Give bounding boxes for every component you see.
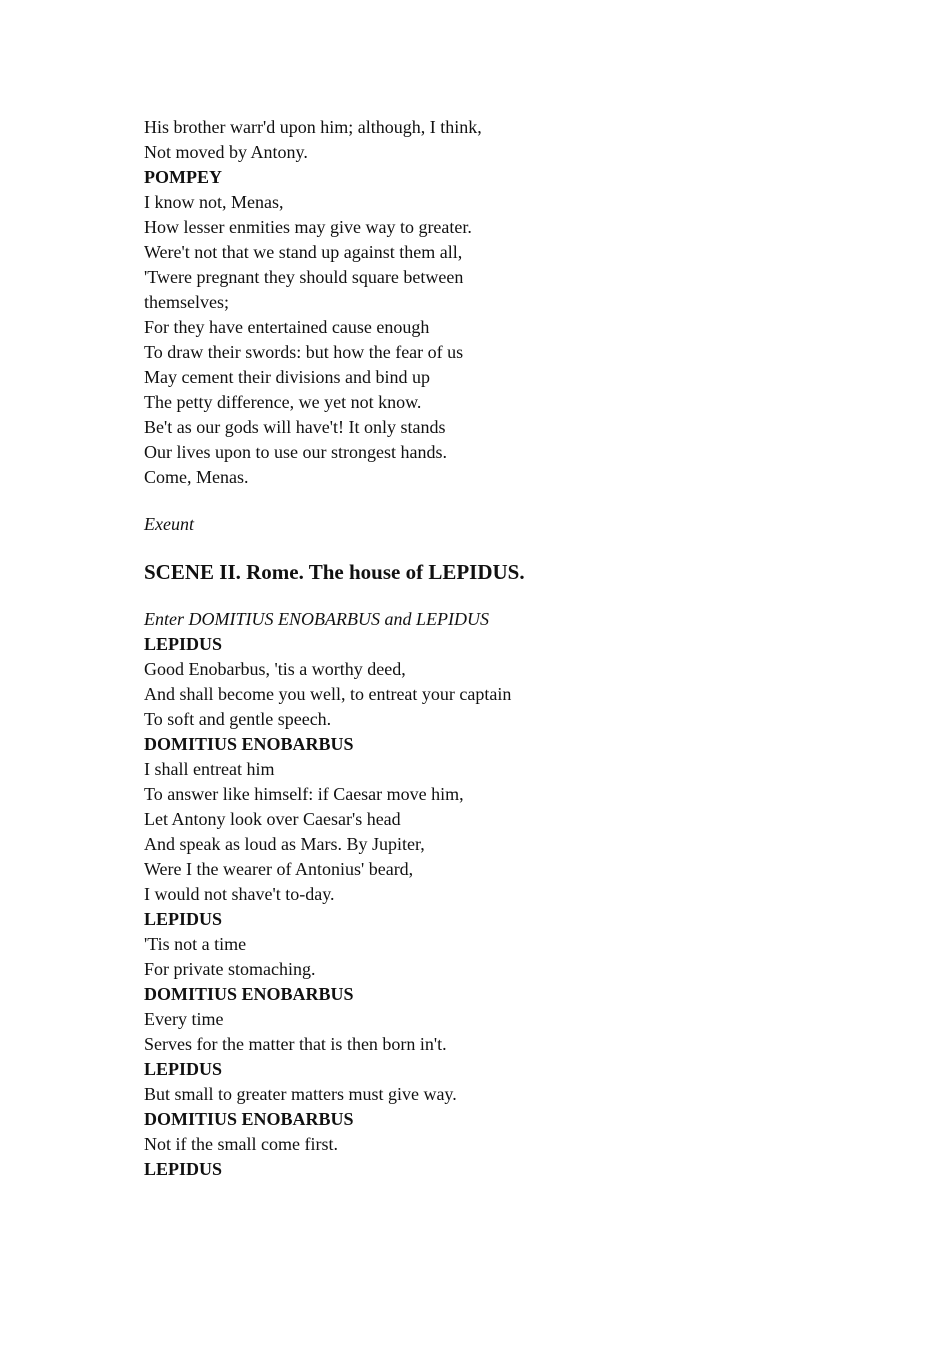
speaker-name: DOMITIUS ENOBARBUS	[144, 1109, 354, 1129]
verse-line: 'Tis not a time	[144, 934, 247, 954]
verse-line: 'Twere pregnant they should square between	[144, 267, 464, 287]
verse-line: Were I the wearer of Antonius' beard,	[144, 859, 414, 879]
verse-line: Serves for the matter that is then born in't.	[144, 1034, 447, 1054]
speaker-name: LEPIDUS	[144, 1159, 223, 1179]
verse-line: To answer like himself: if Caesar move him,	[144, 784, 464, 804]
speaker-name: DOMITIUS ENOBARBUS	[144, 984, 354, 1004]
stage-direction: Exeunt	[144, 514, 194, 534]
verse-line: His brother warr'd upon him; although, I think,	[144, 117, 482, 137]
play-text-page	[144, 115, 784, 1182]
dialogue	[144, 632, 784, 1182]
verse-line: But small to greater matters must give way.	[144, 1084, 457, 1104]
speaker-name: POMPEY	[144, 167, 222, 187]
verse-line: The petty difference, we yet not know.	[144, 392, 422, 412]
verse-line: I know not, Menas,	[144, 192, 284, 212]
verse-line: To soft and gentle speech.	[144, 709, 332, 729]
verse-line: For they have entertained cause enough	[144, 317, 430, 337]
verse-line: I shall entreat him	[144, 759, 275, 779]
verse-line: Not moved by Antony.	[144, 142, 308, 162]
speaker-name: LEPIDUS	[144, 909, 223, 929]
verse-line: Come, Menas.	[144, 467, 249, 487]
verse-line: I would not shave't to-day.	[144, 884, 335, 904]
speaker-name: LEPIDUS	[144, 1059, 223, 1079]
scene-heading: SCENE II. Rome. The house of LEPIDUS.	[144, 560, 525, 584]
verse-line: Be't as our gods will have't! It only stands	[144, 417, 446, 437]
verse-line: And speak as loud as Mars. By Jupiter,	[144, 834, 425, 854]
verse-line: May cement their divisions and bind up	[144, 367, 430, 387]
verse-line: Not if the small come first.	[144, 1134, 338, 1154]
verse-line: Let Antony look over Caesar's head	[144, 809, 401, 829]
verse-line: themselves;	[144, 292, 229, 312]
verse-line: How lesser enmities may give way to greater.	[144, 217, 472, 237]
verse-line: Our lives upon to use our strongest hands.	[144, 442, 447, 462]
speaker-name: LEPIDUS	[144, 634, 223, 654]
speaker-name: DOMITIUS ENOBARBUS	[144, 734, 354, 754]
verse-line: For private stomaching.	[144, 959, 316, 979]
verse-line: And shall become you well, to entreat your captain	[144, 684, 512, 704]
verse-line: Every time	[144, 1009, 224, 1029]
stage-direction: Enter DOMITIUS ENOBARBUS and LEPIDUS	[144, 609, 489, 629]
verse-line: Good Enobarbus, 'tis a worthy deed,	[144, 659, 406, 679]
verse-line: Were't not that we stand up against them all,	[144, 242, 463, 262]
verse-line: To draw their swords: but how the fear of us	[144, 342, 464, 362]
